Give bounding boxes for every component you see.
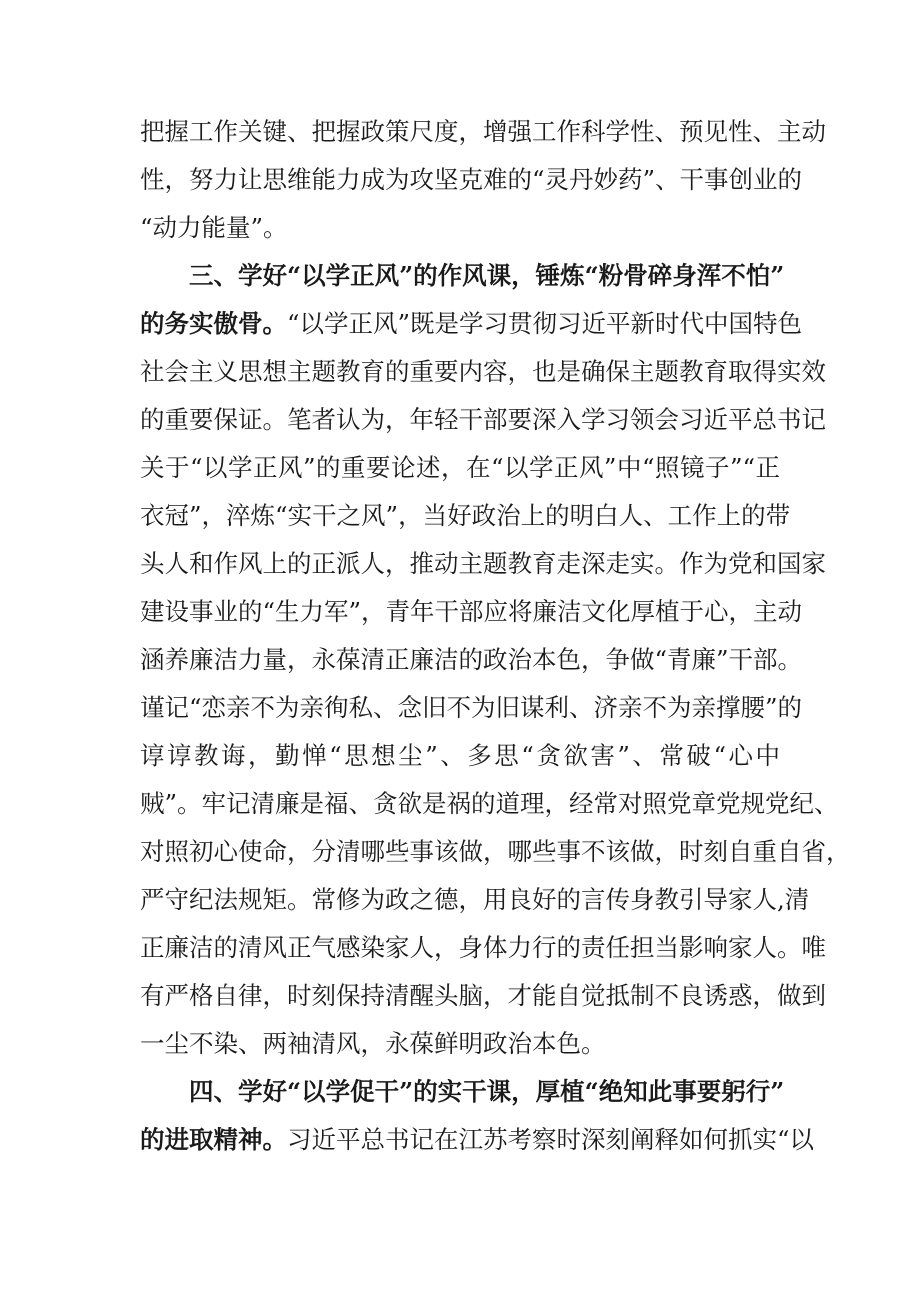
text-line	[140, 307, 803, 341]
text-line: 衣冠”，淬炼“实干之风”，当好政治上的明白人、工作上的带	[140, 501, 791, 530]
text-line: 关于“以学正风”的重要论述，在“以学正风”中“照镜子”“正	[140, 453, 780, 482]
text-line: 性，努力让思维能力成为攻坚克难的“灵丹妙药”、干事创业的	[140, 165, 803, 194]
text-line: 涵养廉洁力量，永葆清正廉洁的政治本色，争做“青廉”干部。	[140, 645, 803, 674]
text-line: 严守纪法规矩。常修为政之德，用良好的言传身教引导家人,清	[140, 885, 810, 914]
text-line: “动力能量”。	[140, 213, 288, 242]
section-heading: 三、学好“以学正风”的作风课，锤炼“粉骨碎身浑不怕”	[189, 261, 785, 290]
section-heading-end: 的进取精神。	[140, 1125, 287, 1154]
text-line: 社会主义思想主题教育的重要内容，也是确保主题教育取得实效	[140, 357, 826, 386]
text-line	[140, 1123, 815, 1157]
text-line: 谆谆教诲，勤惮“思想尘”、多思“贪欲害”、常破“心中	[140, 741, 780, 770]
text-line: 谨记“恋亲不为亲徇私、念旧不为旧谋利、济亲不为亲撑腰”的	[140, 693, 803, 722]
text-line: 建设事业的“生力军”，青年干部应将廉洁文化厚植于心，主动	[140, 597, 803, 626]
text-line: 把握工作关键、把握政策尺度，增强工作科学性、预见性、主动	[140, 117, 826, 146]
section-heading: 四、学好“以学促干”的实干课，厚植“绝知此事要躬行”	[189, 1077, 785, 1106]
text-span: 习近平总书记在江苏考察时深刻阐释如何抓实“以	[287, 1125, 815, 1154]
text-line: 头人和作风上的正派人，推动主题教育走深走实。作为党和国家	[140, 549, 826, 578]
text-line: 的重要保证。笔者认为，年轻干部要深入学习领会习近平总书记	[140, 405, 826, 434]
text-span: “以学正风”既是学习贯彻习近平新时代中国特色	[287, 309, 803, 338]
text-line: 正廉洁的清风正气感染家人，身体力行的责任担当影响家人。唯	[140, 933, 826, 962]
text-line: 对照初心使命，分清哪些事该做，哪些事不该做，时刻自重自省，	[140, 837, 851, 866]
section-heading-end: 的务实傲骨。	[140, 309, 287, 338]
text-line: 有严格自律，时刻保持清醒头脑，才能自觉抵制不良诱惑，做到	[140, 981, 826, 1010]
text-line: 一尘不染、两袖清风，永葆鲜明政治本色。	[140, 1029, 606, 1058]
text-line: 贼”。牢记清廉是福、贪欲是祸的道理，经常对照党章党规党纪、	[140, 789, 839, 818]
